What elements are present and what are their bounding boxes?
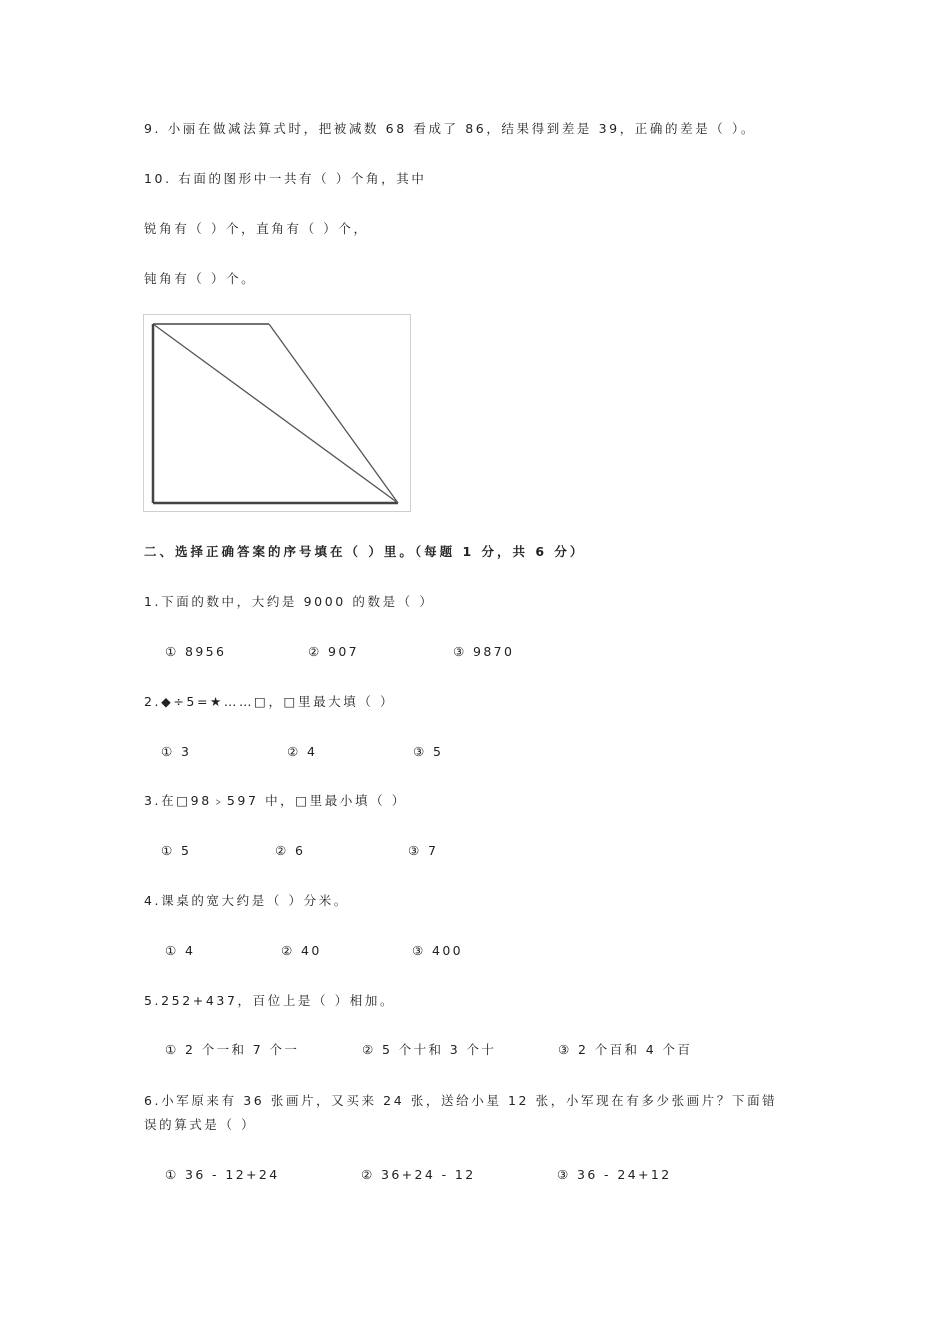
q2-option-3: ③ 5 bbox=[413, 744, 444, 759]
choice-question-1: 1.下面的数中，大约是 9000 的数是（ ） bbox=[144, 594, 435, 609]
q5-option-3: ③ 2 个百和 4 个百 bbox=[558, 1042, 693, 1057]
q2-option-1: ① 3 bbox=[161, 744, 192, 759]
angle-figure-drawing bbox=[144, 315, 412, 513]
q4-option-2: ② 40 bbox=[281, 943, 322, 958]
q3-option-1: ① 5 bbox=[161, 843, 192, 858]
choice-question-3: 3.在□98﹥597 中，□里最小填（ ） bbox=[144, 793, 407, 808]
q5-option-2: ② 5 个十和 3 个十 bbox=[362, 1042, 497, 1057]
figure-slant-edge bbox=[269, 324, 398, 503]
question-10-line-1: 10. 右面的图形中一共有（ ）个角，其中 bbox=[144, 171, 427, 186]
choice-question-2: 2.◆÷5=★……□，□里最大填（ ） bbox=[144, 694, 396, 709]
q3-option-3: ③ 7 bbox=[408, 843, 439, 858]
section-2-title: 二、选择正确答案的序号填在（ ）里。（每题 1 分，共 6 分） bbox=[144, 544, 586, 559]
q4-option-1: ① 4 bbox=[165, 943, 196, 958]
q5-option-1: ① 2 个一和 7 个一 bbox=[165, 1042, 300, 1057]
question-9: 9. 小丽在做减法算式时，把被减数 68 看成了 86，结果得到差是 39，正确的差是（ ）。 bbox=[144, 121, 756, 136]
q1-option-2: ② 907 bbox=[308, 644, 360, 659]
angle-figure bbox=[143, 314, 411, 512]
choice-question-5: 5.252+437，百位上是（ ）相加。 bbox=[144, 993, 396, 1008]
q6-option-2: ② 36+24 - 12 bbox=[361, 1167, 476, 1182]
q1-option-3: ③ 9870 bbox=[453, 644, 515, 659]
question-10-line-3: 钝角有（ ）个。 bbox=[144, 271, 257, 286]
choice-question-6-line-2: 误的算式是（ ） bbox=[144, 1117, 257, 1132]
q6-option-1: ① 36 - 12+24 bbox=[165, 1167, 280, 1182]
figure-diagonal bbox=[153, 324, 398, 503]
q1-option-1: ① 8956 bbox=[165, 644, 227, 659]
question-10-line-2: 锐角有（ ）个，直角有（ ）个， bbox=[144, 221, 369, 236]
choice-question-4: 4.课桌的宽大约是（ ）分米。 bbox=[144, 893, 349, 908]
q3-option-2: ② 6 bbox=[275, 843, 306, 858]
q4-option-3: ③ 400 bbox=[412, 943, 464, 958]
q6-option-3: ③ 36 - 24+12 bbox=[557, 1167, 672, 1182]
choice-question-6-line-1: 6.小军原来有 36 张画片，又买来 24 张，送给小星 12 张，小军现在有多少张画片？下面错 bbox=[144, 1093, 778, 1108]
q2-option-2: ② 4 bbox=[287, 744, 318, 759]
